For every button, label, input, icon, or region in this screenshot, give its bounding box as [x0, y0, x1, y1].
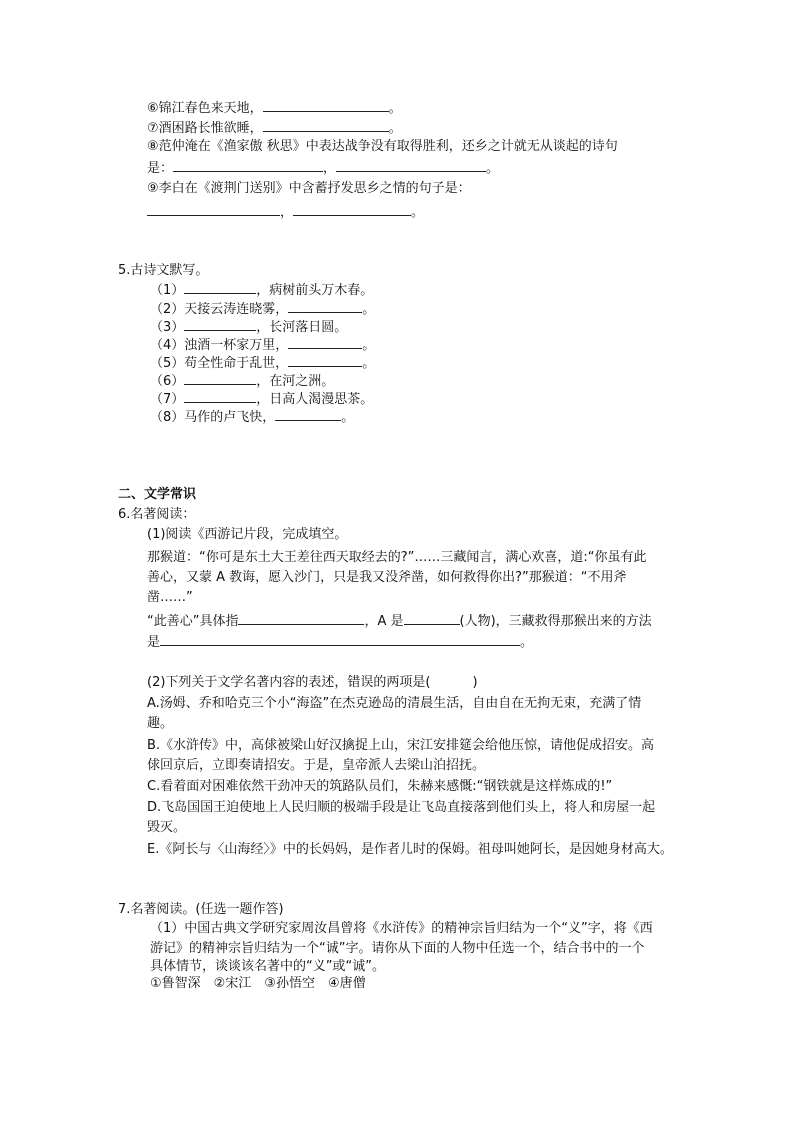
- option-b: B.《水浒传》中，高俅被梁山好汉擒捉上山，宋江安排筵会给他压惊，请他促成招安。高: [147, 738, 655, 753]
- q7-choices: ①鲁智深 ②宋江 ③孙悟空 ④唐僧: [150, 976, 366, 991]
- answer-blank[interactable]: [293, 202, 411, 216]
- q6-part1-intro: (1)阅读《西游记片段，完成填空。: [147, 527, 348, 542]
- option-e: E.《阿长与〈山海经〉》中的长妈妈，是作者儿时的保姆。祖母叫她阿长，是因她身材高大。: [147, 842, 673, 857]
- q5-item-8: （8）马作的卢飞快， 。: [150, 407, 354, 427]
- answer-blank[interactable]: [404, 611, 460, 625]
- q4-item-6: ⑥锦江春色来天地， 。: [147, 98, 402, 118]
- q7-text-line: （1）中国古典文学研究家周汝昌曾将《水浒传》的精神宗旨归结为一个“义”字，将《西: [150, 921, 653, 936]
- option-b-cont: 俅回京后，立即奏请招安。于是，皇帝派人去梁山泊招抚。: [147, 758, 486, 773]
- answer-blank[interactable]: [275, 407, 341, 421]
- q5-item-7: （7） ，日高人渴漫思茶。: [150, 389, 373, 409]
- q4-item-9-answer: ， 。: [147, 202, 424, 222]
- q6-title: 6.名著阅读：: [118, 507, 196, 522]
- q4-item-7: ⑦酒困路长惟欲睡， 。: [147, 118, 402, 138]
- option-a: A.汤姆、乔和哈克三个小“海盗”在杰克逊岛的清晨生活，自由自在无拘无束，充满了情: [147, 696, 642, 711]
- q6-fill-line-2: 是 。: [147, 632, 533, 652]
- answer-blank[interactable]: [160, 632, 520, 646]
- answer-blank[interactable]: [184, 280, 256, 294]
- answer-blank[interactable]: [288, 299, 362, 313]
- answer-blank[interactable]: [263, 118, 389, 132]
- option-d-cont: 毁灭。: [147, 820, 187, 835]
- answer-blank[interactable]: [173, 158, 323, 172]
- q5-item-5: （5）苟全性命于乱世， 。: [150, 353, 375, 373]
- q6-part2-question: (2)下列关于文学名著内容的表述，错误的两项是( ): [147, 675, 478, 690]
- q5-item-2: （2）天接云涛连晓雾， 。: [150, 299, 375, 319]
- option-c: C.看着面对困难依然干劲冲天的筑路队员们，朱赫来感慨:“钢铁就是这样炼成的!”: [147, 779, 613, 794]
- answer-blank[interactable]: [288, 353, 362, 367]
- answer-blank[interactable]: [184, 317, 256, 331]
- q7-title: 7.名著阅读。(任选一题作答): [118, 902, 284, 917]
- q5-item-3: （3） ，长河落日圆。: [150, 317, 347, 337]
- q4-item-8-text: ⑧范仲淹在《渔家傲 秋思》中表达战争没有取得胜利，还乡之计就无从谈起的诗句: [147, 139, 618, 154]
- q4-item-9-text: ⑨李白在《渡荆门送别》中含蓄抒发思乡之情的句子是：: [147, 181, 471, 196]
- q5-title: 5.古诗文默写。: [118, 263, 209, 278]
- answer-blank[interactable]: [184, 389, 256, 403]
- q5-item-4: （4）浊酒一杯家万里， 。: [150, 335, 375, 355]
- answer-blank[interactable]: [263, 98, 389, 112]
- answer-blank[interactable]: [238, 611, 364, 625]
- answer-blank[interactable]: [288, 335, 362, 349]
- q6-passage-line: 凿……”: [147, 590, 193, 605]
- answer-blank[interactable]: [336, 158, 486, 172]
- q5-item-1: （1） ，病树前头万木春。: [150, 280, 373, 300]
- answer-blank[interactable]: [147, 202, 280, 216]
- option-a-cont: 趣。: [147, 716, 174, 731]
- q4-item-8-answer: 是： ， 。: [147, 158, 499, 178]
- q7-text-line: 具体情节，谈谈该名著中的“义”或“诚”。: [150, 959, 385, 974]
- q5-item-6: （6） ，在河之洲。: [150, 371, 334, 391]
- q7-text-line: 游记》的精神宗旨归结为一个“诚”字。请你从下面的人物中任选一个，结合书中的一个: [150, 941, 645, 956]
- answer-blank[interactable]: [184, 371, 256, 385]
- q6-passage-line: 善心，又蒙 A 教诲，愿入沙门，只是我又没斧凿，如何救得你出?”那猴道：“不用斧: [147, 570, 627, 585]
- q6-passage-line: 那猴道：“你可是东土大王差往西天取经去的?”……三藏闻言，满心欢喜，道:“你虽有此: [147, 550, 647, 565]
- q6-fill-line: “此善心”具体指 ，A 是 (人物)，三藏救得那猴出来的方法: [147, 611, 652, 631]
- section-heading: 二、文学常识: [118, 487, 197, 502]
- option-d: D.飞岛国国王迫使地上人民归顺的极端手段是让飞岛直接落到他们头上，将人和房屋一起: [147, 800, 656, 815]
